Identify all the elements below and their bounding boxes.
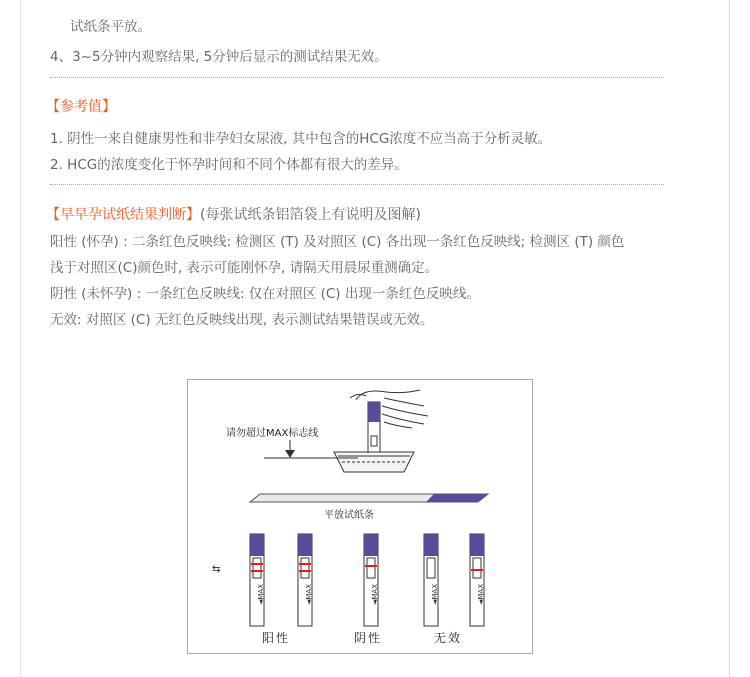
diagram-svg (188, 380, 532, 653)
positive-strip-2 (298, 534, 313, 626)
judgement-heading-row (46, 204, 421, 224)
strip-max-marker: ◄MAX (257, 583, 265, 605)
divider-2 (50, 184, 664, 185)
invalid-strip-1 (424, 534, 439, 626)
strip-max-marker: ◄MAX (371, 583, 379, 605)
step3-tail: 试纸条平放。 (70, 19, 151, 35)
positive-line-2: 浅于对照区(C)颜色时, 表示可能刚怀孕, 请隔天用晨尿重测确定。 (50, 260, 439, 276)
result-strips (250, 534, 485, 626)
step4-text: 4、3~5分钟内观察结果, 5分钟后显示的测试结果无效。 (50, 49, 388, 65)
label-invalid: 无效 (434, 631, 463, 645)
strip-cap (250, 534, 264, 556)
hand-illustration (350, 390, 428, 428)
judgement-note: (每张试纸条铝箔袋上有说明及图解) (200, 207, 421, 223)
reference-heading: 【参考值】 (46, 99, 116, 115)
dipped-strip-cap (368, 402, 380, 422)
reference-item-2: 2. HCG的浓度变化于怀孕时间和不同个体都有很大的差异。 (50, 157, 408, 173)
invalid-strip-2 (470, 534, 485, 626)
positive-line-1: 阳性 (怀孕) : 二条红色反映线: 检测区 (T) 及对照区 (C) 各出现一条红色反映线; 检测区 (T) 颜色 (50, 234, 625, 250)
reference-item-1: 1. 阴性一来自健康男性和非孕妇女尿液, 其中包含的HCG浓度不应当高于分析灵敏。 (50, 131, 552, 147)
strip-cap (424, 534, 438, 556)
invalid-text: 无效: 对照区 (C) 无红色反映线出现, 表示测试结果错误或无效。 (50, 312, 434, 328)
strip-max-marker: ◄MAX (431, 583, 439, 605)
max-warning-text: 请勿超过MAX标志线 (226, 428, 319, 439)
label-positive: 阳性 (262, 631, 291, 645)
negative-strip (364, 534, 379, 626)
strip-cap (298, 534, 312, 556)
flat-strip (250, 494, 488, 502)
strip-cap (364, 534, 378, 556)
urine-cup (334, 452, 414, 472)
warning-arrow-head (285, 450, 295, 458)
direction-symbol: ⇆ (212, 564, 221, 575)
positive-strip-1 (250, 534, 265, 626)
flat-strip-label: 平放试纸条 (324, 510, 374, 521)
strip-max-marker: ◄MAX (477, 583, 485, 605)
judgement-heading: 【早早孕试纸结果判断】 (46, 207, 200, 223)
flat-strip-cap (426, 494, 488, 502)
divider-1 (50, 77, 664, 78)
strip-max-marker: ◄MAX (305, 583, 313, 605)
strip-cap (470, 534, 484, 556)
negative-text: 阴性 (未怀孕) : 一条红色反映线: 仅在对照区 (C) 出现一条红色反映线。 (50, 286, 480, 302)
test-strip-diagram (187, 379, 533, 654)
label-negative: 阴性 (354, 631, 383, 645)
